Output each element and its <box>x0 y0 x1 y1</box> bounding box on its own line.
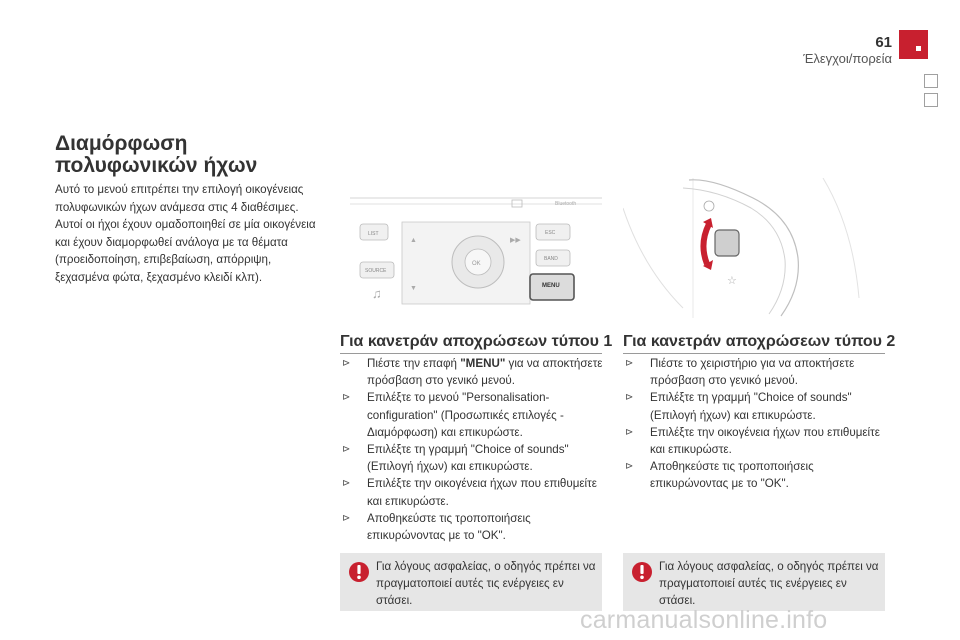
svg-text:MENU: MENU <box>542 283 560 289</box>
bullet-arrow-icon: ⊳ <box>342 478 351 490</box>
warning-box <box>340 553 602 611</box>
list-item: ⊳ Αποθηκεύστε τις τροποποιήσεις επικυρώνοντας με το "OK". <box>342 511 531 543</box>
bullet-arrow-icon: ⊳ <box>625 461 634 473</box>
bullet-arrow-icon: ⊳ <box>342 444 351 456</box>
warning-exclamation-icon <box>631 561 653 583</box>
bullet-arrow-icon: ⊳ <box>342 358 351 369</box>
divider <box>340 353 602 354</box>
steering-wheel-control-illustration <box>623 178 885 318</box>
bullet-arrow-icon: ⊳ <box>342 392 351 404</box>
svg-text:BAND: BAND <box>544 256 558 262</box>
bullet-arrow-icon: ⊳ <box>625 426 634 438</box>
up-arrow-icon: ▲ <box>410 237 417 244</box>
bluetooth-label: Bluetooth <box>555 201 577 207</box>
subheading-type2: Για κανετράν αποχρώσεων τύπου 2 <box>623 333 896 350</box>
steps-list-type2 <box>624 355 886 493</box>
bullet-arrow-icon: ⊳ <box>625 358 634 369</box>
svg-text:SOURCE: SOURCE <box>365 268 387 274</box>
svg-text:ESC: ESC <box>545 230 556 236</box>
bullet-arrow-icon: ⊳ <box>342 512 351 524</box>
chapter-title: Έλεγχοι/πορεία <box>803 51 892 66</box>
bullet-arrow-icon: ⊳ <box>625 392 634 404</box>
chapter-tab-marker <box>899 30 928 59</box>
list-item: ⊳ Επιλέξτε τη γραμμή "Choice of sounds" (Επιλογή ήχων) και επικυρώστε. <box>342 443 569 474</box>
intro-paragraph: Αυτό το μενού επιτρέπει την επιλογή οικογένειας πολυφωνικών ήχων ανάμεσα στις 4 διαθέσιμες. Αυτοί οι ήχοι έχουν ομαδοποιηθεί σε μία οικογένεια και έχουν διαμορφωθεί ανάλογα με τα θέματα (προειδοποίηση, επιβεβαίωση, απόρριψη, ξεχασμένα φώτα, ξεχασμένο κλειδί κλπ). <box>55 183 316 284</box>
list-item: ⊳ Επιλέξτε την οικογένεια ήχων που επιθυμείτε και επικυρώστε. <box>342 477 597 508</box>
list-item: ⊳ Επιλέξτε τη γραμμή "Choice of sounds" (Επιλογή ήχων) και επικυρώστε. <box>625 391 852 422</box>
list-item: ⊳ Πιέστε το χειριστήριο για να αποκτήσετε πρόσβαση στο γενικό μενού. <box>625 357 855 388</box>
chapter-tab-box <box>924 74 938 88</box>
divider <box>623 353 885 354</box>
warning-text: Για λόγους ασφαλείας, ο οδηγός πρέπει να πραγματοποιεί αυτές τις ενέργειες εν στάσει. <box>376 560 596 607</box>
chapter-tab-box <box>924 93 938 107</box>
down-arrow-icon: ▼ <box>410 285 417 292</box>
star-icon: ☆ <box>727 275 737 287</box>
watermark: carmanualsonline.info <box>580 606 828 634</box>
page-number: 61 <box>875 34 892 51</box>
scroll-wheel <box>715 230 739 256</box>
warning-box <box>623 553 885 611</box>
list-item: ⊳ Επιλέξτε το μενού "Personalisation-configuration" (Προσωπικές επιλογές - Διαμόρφωση) και επικυρώστε. <box>342 391 564 439</box>
menu-key-label: "MENU" <box>460 357 506 370</box>
warning-exclamation-icon <box>348 561 370 583</box>
subheading-type1: Για κανετράν αποχρώσεων τύπου 1 <box>340 333 613 350</box>
music-note-icon: ♫ <box>372 286 382 301</box>
steps-list-type1 <box>341 355 603 544</box>
warning-text: Για λόγους ασφαλείας, ο οδηγός πρέπει να πραγματοποιεί αυτές τις ενέργειες εν στάσει. <box>659 560 879 607</box>
radio-control-panel-illustration <box>340 178 602 318</box>
svg-text:LIST: LIST <box>368 231 379 237</box>
list-item: ⊳ Πιέστε την επαφή "MENU" για να αποκτήσετε πρόσβαση στο γενικό μενού. <box>342 357 603 388</box>
list-item: ⊳ Επιλέξτε την οικογένεια ήχων που επιθυμείτε και επικυρώστε. <box>625 425 880 457</box>
section-heading: Διαμόρφωση πολυφωνικών ήχων <box>55 132 258 177</box>
fast-forward-icon: ▶▶ <box>510 237 521 244</box>
svg-text:OK: OK <box>472 261 481 267</box>
list-item: ⊳ Αποθηκεύστε τις τροποποιήσεις επικυρώνοντας με το "OK". <box>625 460 814 491</box>
